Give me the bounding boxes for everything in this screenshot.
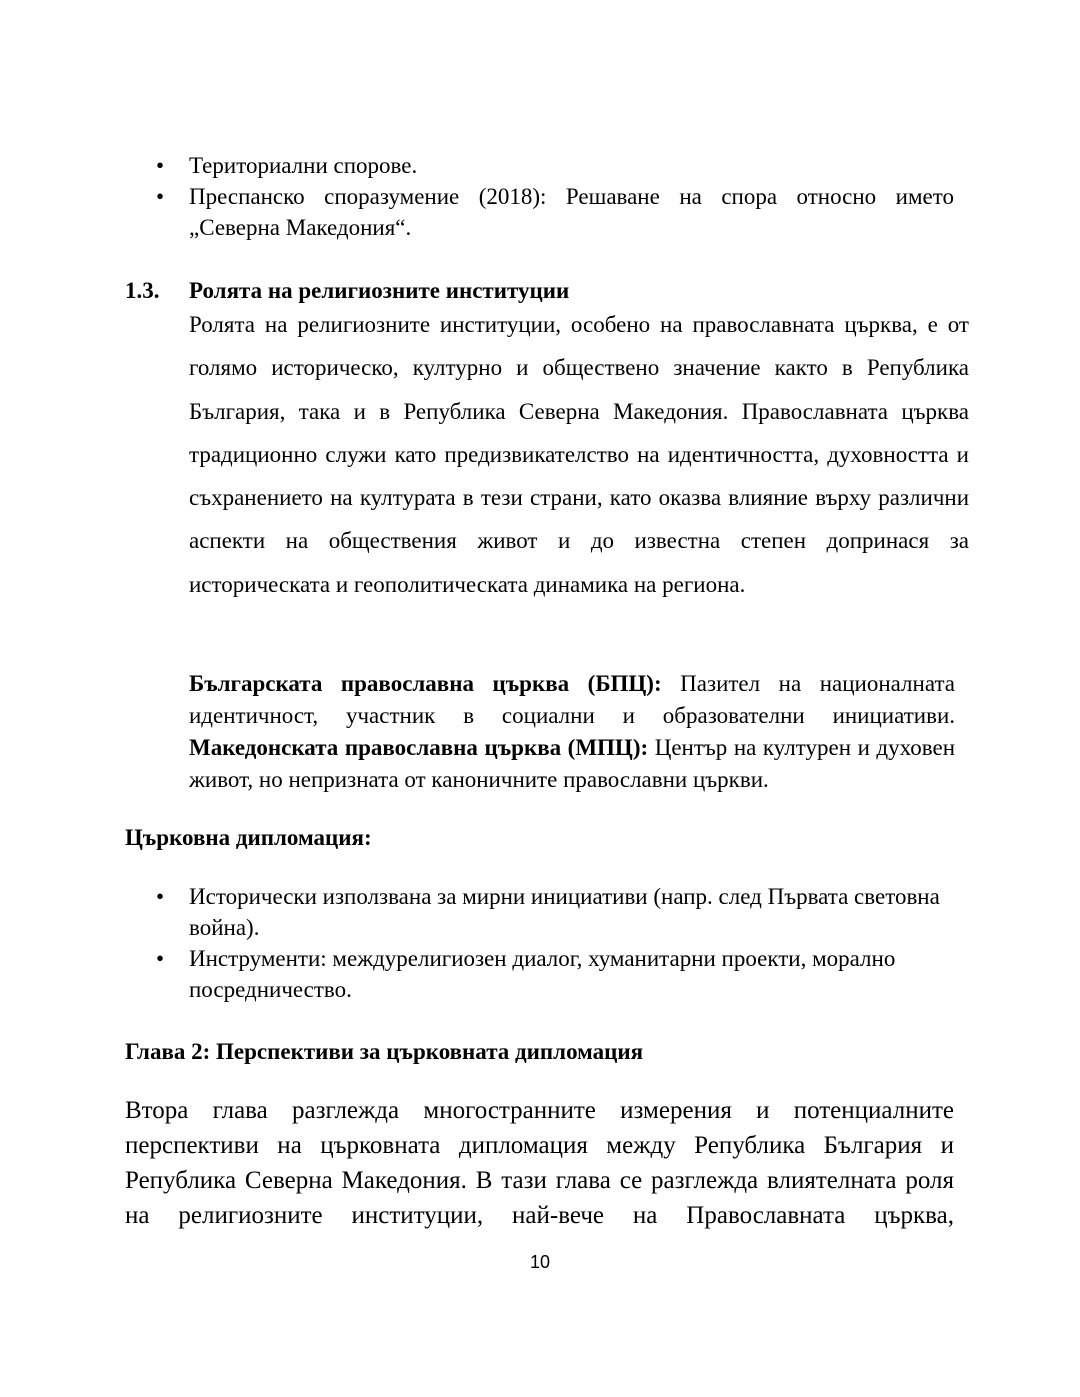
list-item-text: Териториални спорове. (189, 153, 418, 178)
list-item-text: Исторически използвана за мирни инициативи (напр. след Първата световна война). (189, 884, 940, 940)
diplomacy-bullet-list (0, 881, 1080, 1005)
section-number: 1.3. (125, 278, 160, 303)
diplomacy-heading: Църковна дипломация: (125, 825, 372, 850)
list-item-text: Преспанско споразумение (2018): Решаване на спора относно името „Северна Македония“. (189, 184, 954, 240)
bpc-text: Пазител на националната идентичност, участник в социални и образователни инициативи. (189, 671, 955, 728)
section-paragraph: Ролята на религиозните институции, особено на православната църква, е от голямо историческо, културно и обществено значение както в Република България, така и в Република Северна Македония. Православната църква традиционно служи като предизвикателство на идентичността, духовността и съхранението на културата в тези страни, като оказва влияние върху различни аспекти на обществения живот и до известна степен допринася за историческата и геополитическата динамика на региона. (189, 312, 969, 597)
mpc-text: Център на културен и духовен живот, но непризната от каноничните православни църкви. (189, 735, 956, 792)
top-bullet-list (0, 150, 1080, 243)
mpc-label: Македонската православна църква (МПЦ): (189, 735, 649, 760)
list-item (0, 943, 954, 1005)
list-item-text: Инструменти: междурелигиозен диалог, хуманитарни проекти, морално посредничество. (189, 946, 896, 1002)
bullet-icon: • (156, 946, 165, 971)
churches-paragraph (189, 668, 955, 796)
list-item (0, 181, 954, 243)
bullet-icon: • (156, 184, 165, 209)
list-item (0, 881, 954, 943)
bullet-icon: • (156, 884, 165, 909)
bpc-label: Българската православна църква (БПЦ): (189, 671, 662, 696)
chapter-paragraph: Втора глава разглежда многостранните измерения и потенциалните перспективи на църковната дипломация между Република България и Република Северна Македония. В тази глава се разглежда влиятелната роля на религиозните институции, най-вече на Православната църква, (125, 1097, 954, 1229)
list-item (0, 150, 954, 181)
chapter-heading: Глава 2: Перспективи за църковната дипломация (125, 1039, 644, 1064)
bullet-icon: • (156, 153, 165, 178)
section-title: Ролята на религиозните институции (189, 278, 570, 303)
page-number: 10 (529, 1252, 551, 1272)
